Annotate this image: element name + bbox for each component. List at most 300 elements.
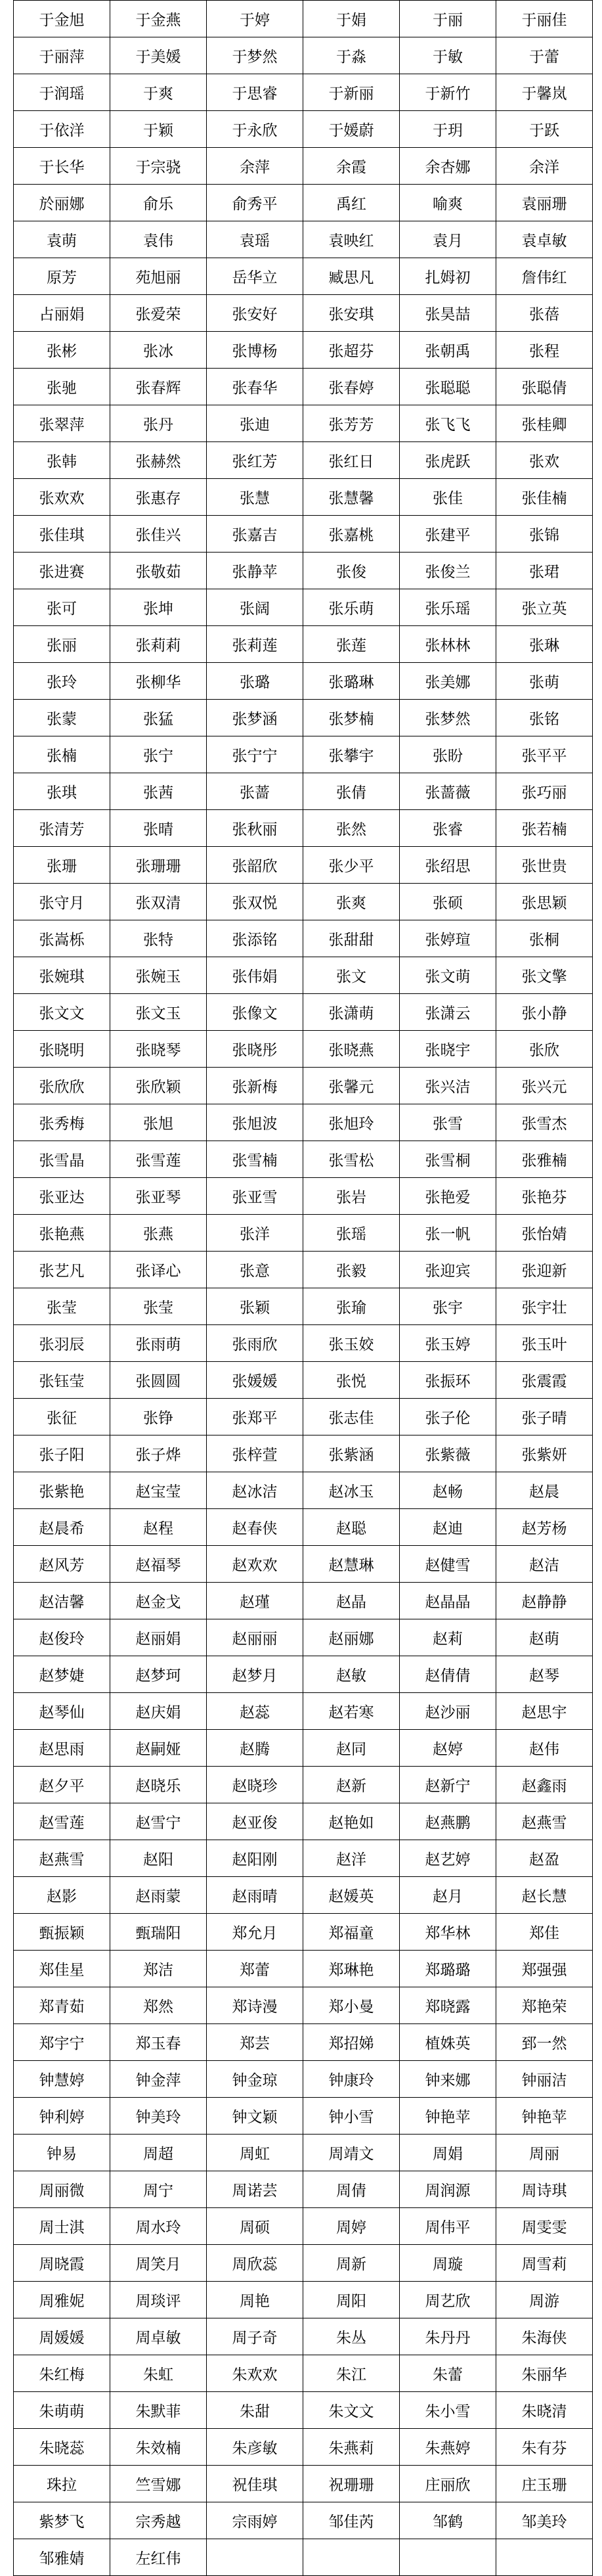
name-cell: 钟美玲: [110, 2098, 207, 2135]
name-cell: 张宁: [110, 736, 207, 773]
name-cell: 郑招娣: [303, 2024, 400, 2061]
table-row: [14, 258, 593, 295]
name-cell: 张嘉桃: [303, 516, 400, 553]
name-cell: 张思颖: [496, 884, 593, 920]
name-cell: 张欢: [496, 442, 593, 479]
name-cell: 于润瑶: [14, 74, 110, 111]
name-cell: 郅一然: [496, 2024, 593, 2061]
name-cell: 张宁宁: [207, 736, 303, 773]
table-row: [14, 2466, 593, 2502]
name-table-body: [14, 1, 593, 2576]
name-cell: 赵俊玲: [14, 1619, 110, 1656]
name-cell: 张欢欢: [14, 479, 110, 516]
name-cell: 钟艳苹: [400, 2098, 496, 2135]
name-cell: 张昊喆: [400, 295, 496, 332]
name-cell: 张伟娟: [207, 957, 303, 994]
name-cell: 张瑜: [303, 1288, 400, 1325]
name-cell: 赵思宇: [496, 1693, 593, 1730]
name-cell: 赵琴仙: [14, 1693, 110, 1730]
name-cell: 竺雪娜: [110, 2466, 207, 2502]
name-cell: 周诺芸: [207, 2171, 303, 2208]
name-cell: 张雪晶: [14, 1141, 110, 1178]
name-cell: 邹美玲: [496, 2502, 593, 2539]
name-cell: 张潇萌: [303, 994, 400, 1031]
name-cell: 张珊珊: [110, 847, 207, 884]
name-cell: 张敬茹: [110, 553, 207, 589]
name-cell: 张文玉: [110, 994, 207, 1031]
name-cell: 张雪桐: [400, 1141, 496, 1178]
name-cell: 赵梦月: [207, 1656, 303, 1693]
name-cell: 张婉玉: [110, 957, 207, 994]
name-cell: 张爱荣: [110, 295, 207, 332]
table-row: [14, 1031, 593, 1068]
name-cell: 朱萌萌: [14, 2392, 110, 2429]
name-cell: 赵阳: [110, 1840, 207, 1877]
name-list-sheet: [13, 0, 593, 2576]
table-row: [14, 2392, 593, 2429]
name-cell: 周娟: [400, 2135, 496, 2171]
name-cell: 张秋丽: [207, 810, 303, 847]
name-cell: 于娟: [303, 1, 400, 37]
name-cell: 赵春侠: [207, 1509, 303, 1546]
name-cell: 赵静静: [496, 1583, 593, 1619]
name-cell: 祝珊珊: [303, 2466, 400, 2502]
name-cell: 赵洋: [303, 1840, 400, 1877]
name-cell: 张莲: [303, 626, 400, 663]
name-cell: 周媛媛: [14, 2318, 110, 2355]
name-cell: 于新竹: [400, 74, 496, 111]
name-cell: 张洋: [207, 1215, 303, 1252]
name-cell: 张玉叶: [496, 1325, 593, 1362]
name-cell: 余杏娜: [400, 148, 496, 185]
name-cell: 于思睿: [207, 74, 303, 111]
name-cell: 於丽娜: [14, 185, 110, 221]
name-cell: 张可: [14, 589, 110, 626]
name-cell: 张莉莲: [207, 626, 303, 663]
name-cell: 赵新宁: [400, 1767, 496, 1803]
name-cell: 张双悦: [207, 884, 303, 920]
name-cell: 张美娜: [400, 663, 496, 700]
name-cell: 朱欢欢: [207, 2355, 303, 2392]
name-cell: 于跃: [496, 111, 593, 148]
table-row: [14, 994, 593, 1031]
name-cell: 朱小雪: [400, 2392, 496, 2429]
name-cell: 周艳: [207, 2282, 303, 2318]
name-cell: 张宇: [400, 1288, 496, 1325]
name-cell: 张欣颖: [110, 1068, 207, 1104]
name-cell: 张小静: [496, 994, 593, 1031]
name-cell: 喻爽: [400, 185, 496, 221]
name-cell: 张旭玲: [303, 1104, 400, 1141]
name-cell: 朱丽华: [496, 2355, 593, 2392]
name-cell: 赵程: [110, 1509, 207, 1546]
name-cell: 张芳芳: [303, 405, 400, 442]
table-row: [14, 2282, 593, 2318]
name-cell: 俞乐: [110, 185, 207, 221]
name-cell: 张平平: [496, 736, 593, 773]
name-cell: 袁月: [400, 221, 496, 258]
name-cell: 张俊: [303, 553, 400, 589]
name-cell: 张聪聪: [400, 369, 496, 405]
name-cell: 郑宇宁: [14, 2024, 110, 2061]
name-cell: 钟艳苹: [496, 2098, 593, 2135]
name-cell: 赵丽娜: [303, 1619, 400, 1656]
name-cell: 张雪杰: [496, 1104, 593, 1141]
name-cell: 张锦: [496, 516, 593, 553]
table-row: [14, 2539, 593, 2576]
name-cell: 张驰: [14, 369, 110, 405]
name-cell: 于淼: [303, 37, 400, 74]
name-cell: 张欣欣: [14, 1068, 110, 1104]
name-cell: 袁瑶: [207, 221, 303, 258]
name-cell: 张潇云: [400, 994, 496, 1031]
name-cell: 张韶欣: [207, 847, 303, 884]
name-cell: 张征: [14, 1399, 110, 1435]
name-cell: 于宗骁: [110, 148, 207, 185]
name-cell: 张文萌: [400, 957, 496, 994]
name-cell: 张静苹: [207, 553, 303, 589]
table-row: [14, 369, 593, 405]
name-cell: 张蔷: [207, 773, 303, 810]
name-cell: 张特: [110, 920, 207, 957]
name-cell: 禹红: [303, 185, 400, 221]
name-cell: 张梦楠: [303, 700, 400, 736]
name-cell: 祝佳琪: [207, 2466, 303, 2502]
name-cell: 张安好: [207, 295, 303, 332]
name-cell: 张嵩栎: [14, 920, 110, 957]
name-cell: 赵月: [400, 1877, 496, 1914]
name-cell: 余霞: [303, 148, 400, 185]
name-cell: 张紫薇: [400, 1435, 496, 1472]
name-cell: 甄瑞阳: [110, 1914, 207, 1951]
name-cell: 邹鹤: [400, 2502, 496, 2539]
name-cell: 张桐: [496, 920, 593, 957]
name-cell: 赵腾: [207, 1730, 303, 1767]
name-cell: 张晓彤: [207, 1031, 303, 1068]
name-cell: 赵沙丽: [400, 1693, 496, 1730]
name-cell: 张佳兴: [110, 516, 207, 553]
name-cell: 郑艳荣: [496, 1987, 593, 2024]
table-row: [14, 1362, 593, 1399]
name-cell: 张铭: [496, 700, 593, 736]
name-cell: 郑然: [110, 1987, 207, 2024]
name-cell: 珠拉: [14, 2466, 110, 2502]
name-cell: 张桂卿: [496, 405, 593, 442]
name-cell: 周宁: [110, 2171, 207, 2208]
name-cell: 朱丛: [303, 2318, 400, 2355]
name-cell: 钟易: [14, 2135, 110, 2171]
name-cell: 赵伟: [496, 1730, 593, 1767]
name-cell: [303, 2539, 400, 2576]
table-row: [14, 1325, 593, 1362]
name-cell: 张然: [303, 810, 400, 847]
name-cell: 张甜甜: [303, 920, 400, 957]
name-cell: 赵健雪: [400, 1546, 496, 1583]
name-cell: 张震霞: [496, 1362, 593, 1399]
name-cell: 袁卓敏: [496, 221, 593, 258]
name-cell: 张进赛: [14, 553, 110, 589]
name-cell: 赵琴: [496, 1656, 593, 1693]
name-cell: 赵影: [14, 1877, 110, 1914]
name-cell: 张玲: [14, 663, 110, 700]
name-cell: 郑佳星: [14, 1951, 110, 1987]
name-cell: 张毅: [303, 1252, 400, 1288]
name-cell: 赵瑾: [207, 1583, 303, 1619]
name-cell: 张春辉: [110, 369, 207, 405]
name-cell: 张郑平: [207, 1399, 303, 1435]
name-cell: 于颖: [110, 111, 207, 148]
name-cell: 周琰评: [110, 2282, 207, 2318]
name-cell: 张博杨: [207, 332, 303, 369]
name-cell: 俞秀平: [207, 185, 303, 221]
name-cell: 于金旭: [14, 1, 110, 37]
name-cell: 赵雨蒙: [110, 1877, 207, 1914]
name-cell: 张俊兰: [400, 553, 496, 589]
name-cell: 赵庆娟: [110, 1693, 207, 1730]
name-cell: 赵夕平: [14, 1767, 110, 1803]
name-cell: 张阔: [207, 589, 303, 626]
name-cell: 张馨元: [303, 1068, 400, 1104]
table-row: [14, 332, 593, 369]
name-cell: 张欣: [496, 1031, 593, 1068]
name-cell: 张世贵: [496, 847, 593, 884]
name-cell: 袁丽珊: [496, 185, 593, 221]
name-cell: 张雪楠: [207, 1141, 303, 1178]
name-cell: 赵晶: [303, 1583, 400, 1619]
name-cell: 钟金萍: [110, 2061, 207, 2098]
name-cell: 张茜: [110, 773, 207, 810]
name-cell: 赵盈: [496, 1840, 593, 1877]
name-cell: 周倩: [303, 2171, 400, 2208]
name-cell: 张旭波: [207, 1104, 303, 1141]
table-row: [14, 479, 593, 516]
table-row: [14, 1472, 593, 1509]
name-cell: 赵冰洁: [207, 1472, 303, 1509]
table-row: [14, 1435, 593, 1472]
name-cell: 张瑶: [303, 1215, 400, 1252]
name-cell: 张兴元: [496, 1068, 593, 1104]
name-cell: 赵燕雪: [496, 1803, 593, 1840]
table-row: [14, 1068, 593, 1104]
name-cell: 于丽佳: [496, 1, 593, 37]
name-cell: 赵梦珂: [110, 1656, 207, 1693]
name-cell: 于爽: [110, 74, 207, 111]
name-cell: 张文擎: [496, 957, 593, 994]
name-cell: 张红日: [303, 442, 400, 479]
name-cell: 周阳: [303, 2282, 400, 2318]
name-cell: 张春婷: [303, 369, 400, 405]
name-cell: 朱甜: [207, 2392, 303, 2429]
table-row: [14, 553, 593, 589]
name-cell: 郑强强: [496, 1951, 593, 1987]
table-row: [14, 405, 593, 442]
table-row: [14, 2135, 593, 2171]
name-cell: 周璇: [400, 2245, 496, 2282]
name-cell: 张婉琪: [14, 957, 110, 994]
name-cell: 于丽: [400, 1, 496, 37]
name-cell: 张钰莹: [14, 1362, 110, 1399]
name-cell: 张佳: [400, 479, 496, 516]
name-cell: 张艳爱: [400, 1178, 496, 1215]
table-row: [14, 2355, 593, 2392]
name-cell: 詹伟红: [496, 258, 593, 295]
name-cell: 赵畅: [400, 1472, 496, 1509]
name-cell: 周晓霞: [14, 2245, 110, 2282]
name-cell: 赵敏: [303, 1656, 400, 1693]
name-cell: 张莹: [14, 1288, 110, 1325]
name-cell: 张文: [303, 957, 400, 994]
name-cell: 张迎新: [496, 1252, 593, 1288]
table-row: [14, 773, 593, 810]
name-cell: 张雅楠: [496, 1141, 593, 1178]
table-row: [14, 1767, 593, 1803]
name-cell: 赵梦婕: [14, 1656, 110, 1693]
table-row: [14, 2061, 593, 2098]
name-cell: 张雪莲: [110, 1141, 207, 1178]
name-cell: 赵倩倩: [400, 1656, 496, 1693]
name-cell: 张雨萌: [110, 1325, 207, 1362]
name-cell: 郑小曼: [303, 1987, 400, 2024]
name-cell: 苑旭丽: [110, 258, 207, 295]
name-cell: 张紫艳: [14, 1472, 110, 1509]
name-cell: 周婷: [303, 2208, 400, 2245]
table-row: [14, 1656, 593, 1693]
name-cell: 张若楠: [496, 810, 593, 847]
name-cell: 张韩: [14, 442, 110, 479]
name-cell: 郑华林: [400, 1914, 496, 1951]
name-cell: 张丹: [110, 405, 207, 442]
name-cell: 占丽娟: [14, 295, 110, 332]
table-row: [14, 1619, 593, 1656]
name-cell: 朱效楠: [110, 2429, 207, 2466]
table-row: [14, 1951, 593, 1987]
name-cell: 张蓓: [496, 295, 593, 332]
name-cell: 张慧: [207, 479, 303, 516]
name-cell: 张艺凡: [14, 1252, 110, 1288]
name-cell: 余萍: [207, 148, 303, 185]
name-cell: 于玥: [400, 111, 496, 148]
name-cell: 张琳: [496, 626, 593, 663]
name-cell: 臧思凡: [303, 258, 400, 295]
table-row: [14, 884, 593, 920]
name-cell: 张媛媛: [207, 1362, 303, 1399]
name-cell: 赵洁馨: [14, 1583, 110, 1619]
name-cell: 朱默菲: [110, 2392, 207, 2429]
name-cell: 张玉姣: [303, 1325, 400, 1362]
name-cell: 张立英: [496, 589, 593, 626]
name-cell: 于敏: [400, 37, 496, 74]
table-row: [14, 920, 593, 957]
table-row: [14, 2502, 593, 2539]
name-cell: 于金燕: [110, 1, 207, 37]
table-row: [14, 2024, 593, 2061]
name-cell: 张旭: [110, 1104, 207, 1141]
name-cell: 赵雨晴: [207, 1877, 303, 1914]
name-cell: 张冰: [110, 332, 207, 369]
name-cell: 周游: [496, 2282, 593, 2318]
table-row: [14, 2318, 593, 2355]
name-cell: 岳华立: [207, 258, 303, 295]
name-cell: 赵冰玉: [303, 1472, 400, 1509]
name-cell: 周诗琪: [496, 2171, 593, 2208]
name-cell: 张惠存: [110, 479, 207, 516]
name-cell: 于媛蔚: [303, 111, 400, 148]
name-cell: 郑允月: [207, 1914, 303, 1951]
name-cell: 张紫妍: [496, 1435, 593, 1472]
name-cell: 张爽: [303, 884, 400, 920]
name-cell: 周欣蕊: [207, 2245, 303, 2282]
name-cell: 左红伟: [110, 2539, 207, 2576]
name-cell: 张乐瑶: [400, 589, 496, 626]
name-cell: 钟金琼: [207, 2061, 303, 2098]
name-cell: 张兴洁: [400, 1068, 496, 1104]
name-cell: 赵新: [303, 1767, 400, 1803]
name-cell: 宗雨婷: [207, 2502, 303, 2539]
name-cell: 张新梅: [207, 1068, 303, 1104]
name-cell: 赵艺婷: [400, 1840, 496, 1877]
name-cell: 朱彦敏: [207, 2429, 303, 2466]
name-cell: 周士淇: [14, 2208, 110, 2245]
name-cell: 赵思雨: [14, 1730, 110, 1767]
name-cell: 郑青茹: [14, 1987, 110, 2024]
table-row: [14, 589, 593, 626]
name-cell: 郑玉春: [110, 2024, 207, 2061]
name-cell: 张乐萌: [303, 589, 400, 626]
name-cell: 赵婷: [400, 1730, 496, 1767]
name-cell: 赵风芳: [14, 1546, 110, 1583]
name-cell: 赵燕雪: [14, 1840, 110, 1877]
name-cell: 赵燕鹏: [400, 1803, 496, 1840]
name-cell: 张艳芬: [496, 1178, 593, 1215]
name-cell: 赵莉: [400, 1619, 496, 1656]
name-cell: 赵慧琳: [303, 1546, 400, 1583]
name-cell: 张朝禹: [400, 332, 496, 369]
name-cell: 张硕: [400, 884, 496, 920]
name-cell: 宗秀越: [110, 2502, 207, 2539]
name-cell: 张亚达: [14, 1178, 110, 1215]
name-cell: 赵阳刚: [207, 1840, 303, 1877]
name-cell: 张彬: [14, 332, 110, 369]
name-cell: 赵宝莹: [110, 1472, 207, 1509]
name-cell: 周雪莉: [496, 2245, 593, 2282]
name-cell: 赵亚俊: [207, 1803, 303, 1840]
table-row: [14, 1178, 593, 1215]
name-cell: 赵芳杨: [496, 1509, 593, 1546]
name-cell: 张玉婷: [400, 1325, 496, 1362]
name-cell: 赵金戈: [110, 1583, 207, 1619]
name-cell: 赵欢欢: [207, 1546, 303, 1583]
name-cell: 张嘉吉: [207, 516, 303, 553]
name-cell: 赵丽娟: [110, 1619, 207, 1656]
name-cell: 朱晓清: [496, 2392, 593, 2429]
name-cell: 于梦然: [207, 37, 303, 74]
name-cell: 庄丽欣: [400, 2466, 496, 2502]
name-cell: 扎姆初: [400, 258, 496, 295]
name-cell: 张绍思: [400, 847, 496, 884]
name-cell: 周硕: [207, 2208, 303, 2245]
name-cell: 于美媛: [110, 37, 207, 74]
name-cell: 朱晓蕊: [14, 2429, 110, 2466]
table-row: [14, 1914, 593, 1951]
name-cell: 张盼: [400, 736, 496, 773]
name-cell: 赵迪: [400, 1509, 496, 1546]
name-cell: 张亚琴: [110, 1178, 207, 1215]
name-cell: 赵蕊: [207, 1693, 303, 1730]
name-cell: 赵媛英: [303, 1877, 400, 1914]
table-row: [14, 1399, 593, 1435]
table-row: [14, 1509, 593, 1546]
name-cell: 赵长慧: [496, 1877, 593, 1914]
